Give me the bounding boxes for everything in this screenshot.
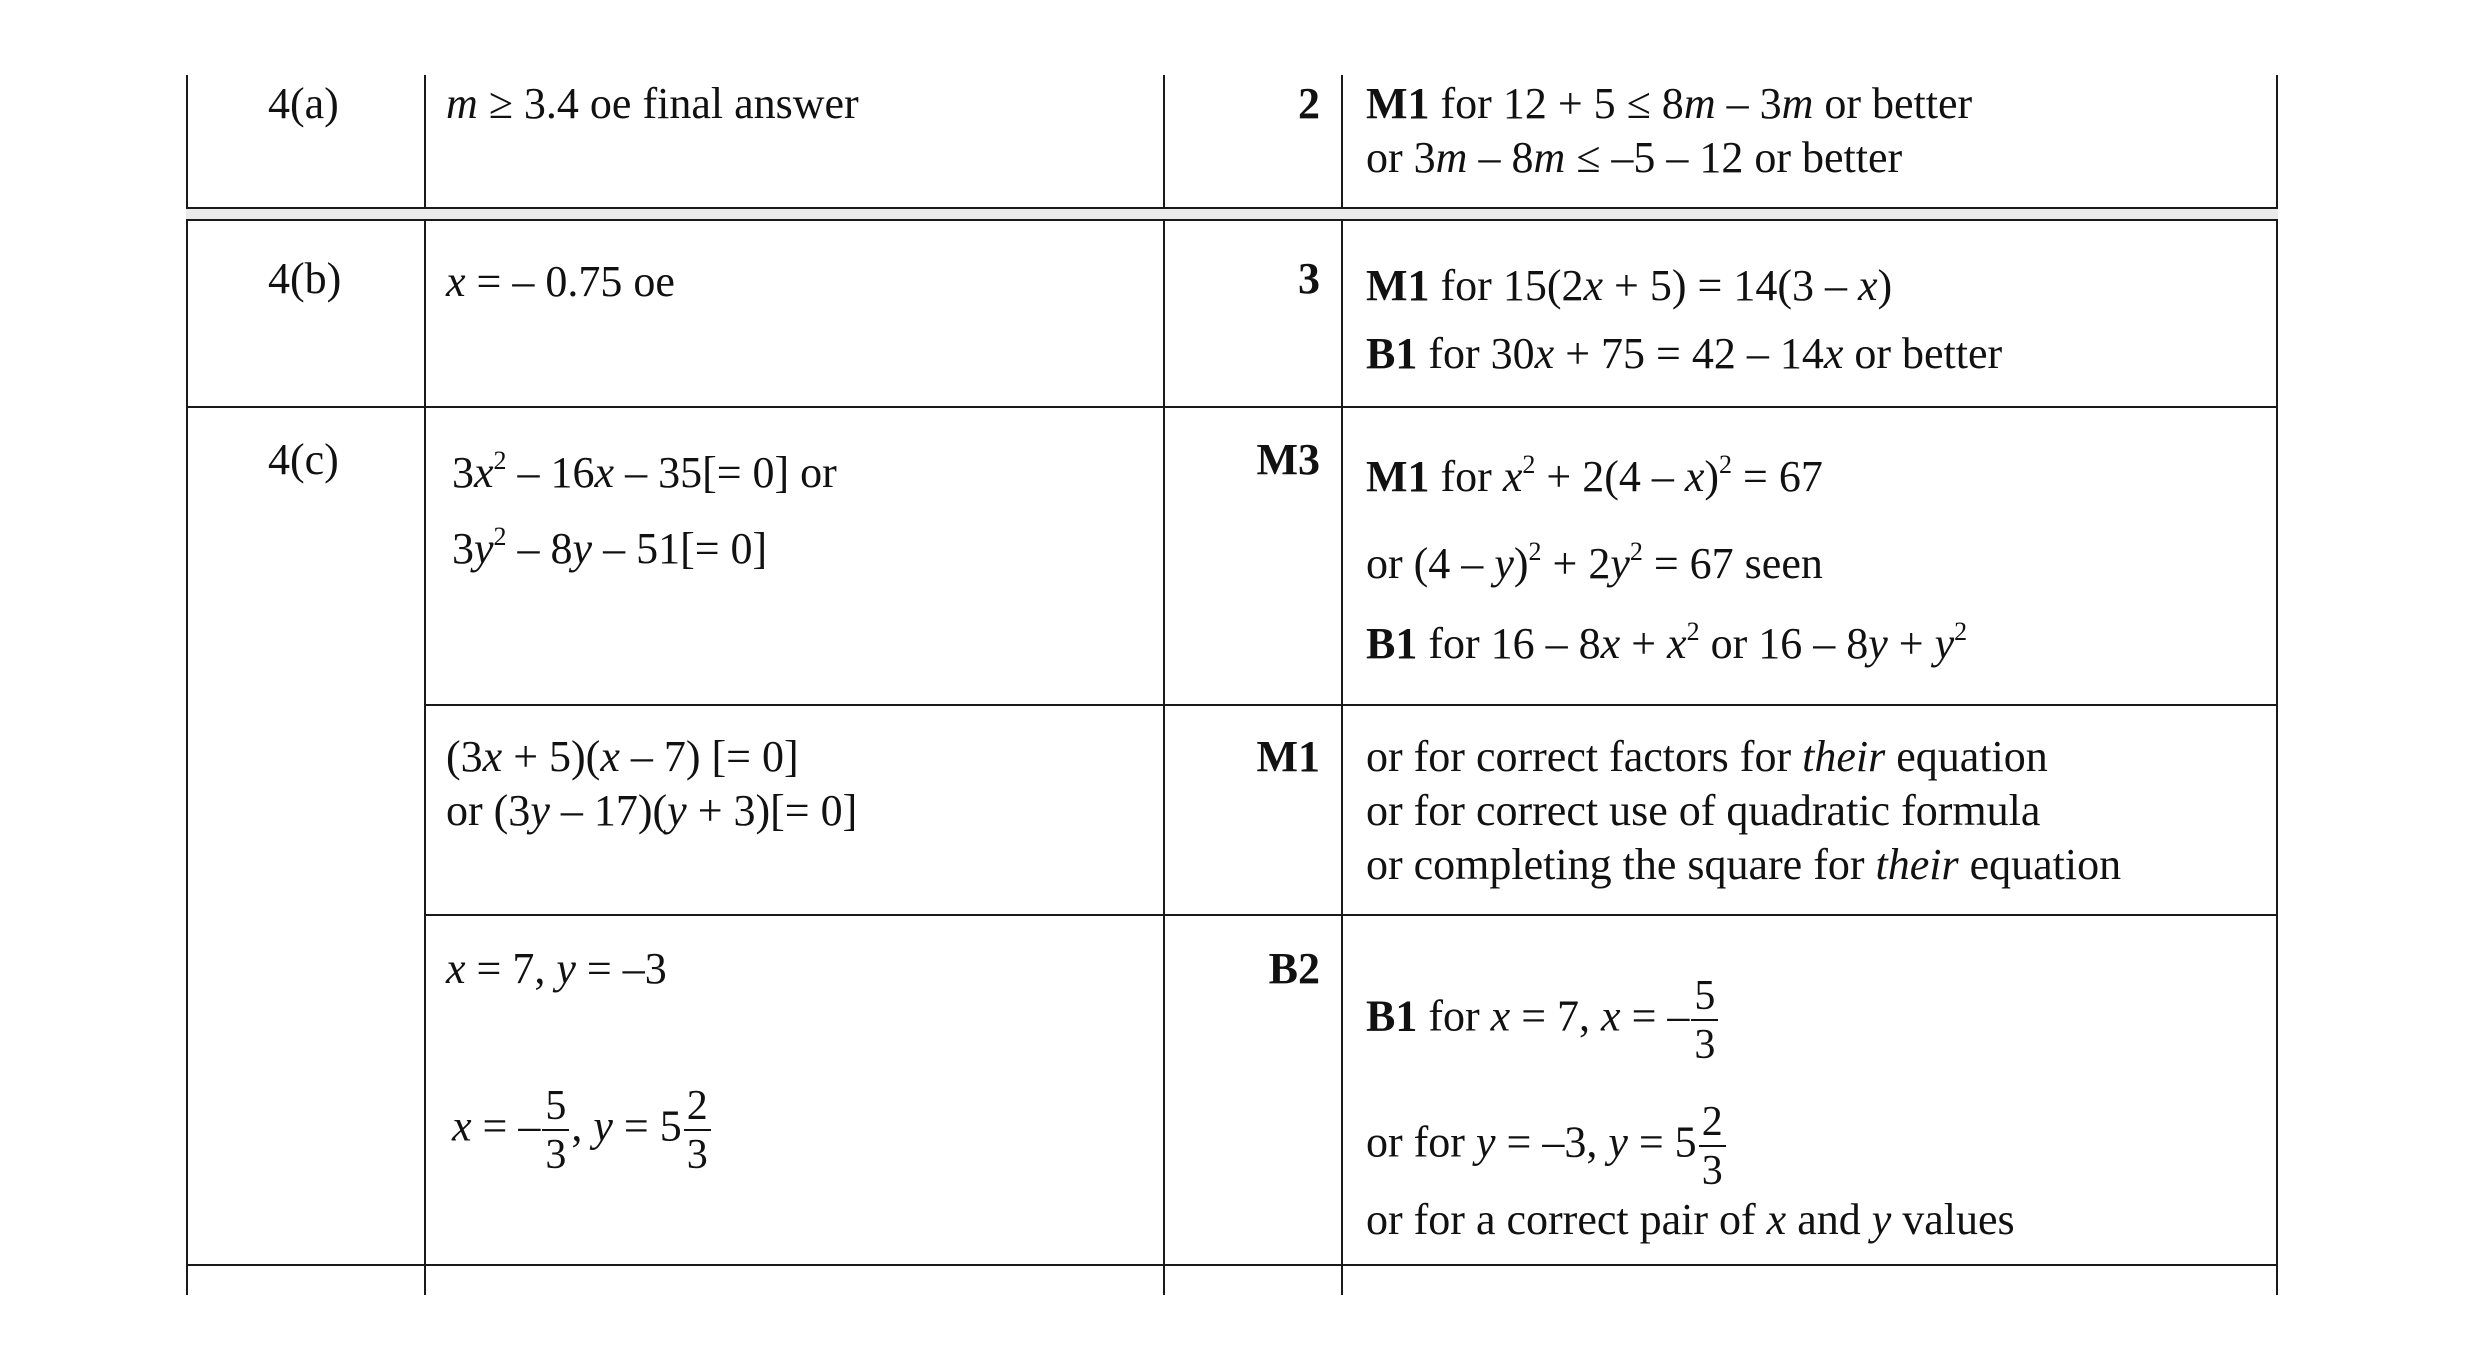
notes-line-2: B1 for 30x + 75 = 42 – 14x or better	[1366, 329, 2003, 378]
mark-cell: 2	[1298, 79, 1320, 128]
fraction: $\frac{2}{3}$	[1699, 1101, 1726, 1192]
mark-cell: B2	[1268, 944, 1320, 993]
mark-cell: M3	[1256, 435, 1320, 484]
answer-cell: m ≥ 3.4 oe final answer	[446, 79, 859, 128]
col-divider-answer	[1163, 75, 1165, 1295]
answer-line-1: $3x^2 - 16x - 35[= 0]$ or	[452, 446, 837, 497]
fraction: $\frac{5}{3}$	[542, 1085, 569, 1176]
col-divider-left	[186, 75, 188, 1295]
row-line-4c-sub1	[424, 704, 2278, 706]
notes-line-1: or for correct factors for their equation	[1366, 732, 2048, 781]
notes-line-2: or for y = –3, y = 5 $\frac{2}{3}$	[1366, 1101, 1728, 1192]
notes-line-1: B1 for x = 7, x = – $\frac{5}{3}$	[1366, 975, 1720, 1066]
part-label: 4(b)	[268, 254, 342, 303]
mark-cell: 3	[1298, 254, 1320, 303]
part-label: 4(a)	[268, 79, 339, 128]
row-line-4b-bottom	[186, 406, 2278, 408]
notes-line-3: or completing the square for their equation	[1366, 840, 2122, 889]
notes-line-2: or $(4 - y)^2 + 2y^2 = 67$ seen	[1366, 537, 1823, 588]
col-divider-right	[2276, 75, 2278, 1295]
notes-line-1: M1 for 12 + 5 ≤ 8m – 3m or better	[1366, 79, 1973, 128]
part-label: 4(c)	[268, 435, 339, 484]
col-divider-mark	[1341, 75, 1343, 1295]
notes-line-3: or for a correct pair of x and y values	[1366, 1195, 2015, 1244]
answer-line-1: x = 7, y = –3	[446, 944, 667, 993]
answer-line-2: $3y^2 - 8y - 51[= 0]$	[452, 522, 768, 573]
notes-line-1: M1 for $x^2 + 2(4 - x)^2 = 67$	[1366, 450, 1823, 501]
answer-line-1: (3x + 5)(x – 7) [= 0]	[446, 732, 799, 781]
fraction: $\frac{2}{3}$	[684, 1085, 711, 1176]
notes-line-3: B1 for $16 - 8x + x^2$ or $16 - 8y + y^2$	[1366, 617, 1968, 668]
answer-line-2: x = – $\frac{5}{3}$ , y = 5 $\frac{2}{3}$	[452, 1085, 713, 1176]
answer-cell: x = – 0.75 oe	[446, 257, 675, 306]
notes-line-2: or 3m – 8m ≤ –5 – 12 or better	[1366, 133, 1903, 182]
row-line-4c-bottom	[186, 1264, 2278, 1266]
notes-line-2: or for correct use of quadratic formula	[1366, 786, 2041, 835]
answer-line-2: or (3y – 17)(y + 3)[= 0]	[446, 786, 858, 835]
row-line-4c-sub2	[424, 914, 2278, 916]
fraction: $\frac{5}{3}$	[1691, 975, 1718, 1066]
mark-cell: M1	[1256, 732, 1320, 781]
notes-line-1: M1 for 15(2x + 5) = 14(3 – x)	[1366, 261, 1893, 310]
col-divider-part	[424, 75, 426, 1295]
row-separator-double	[186, 207, 2278, 221]
